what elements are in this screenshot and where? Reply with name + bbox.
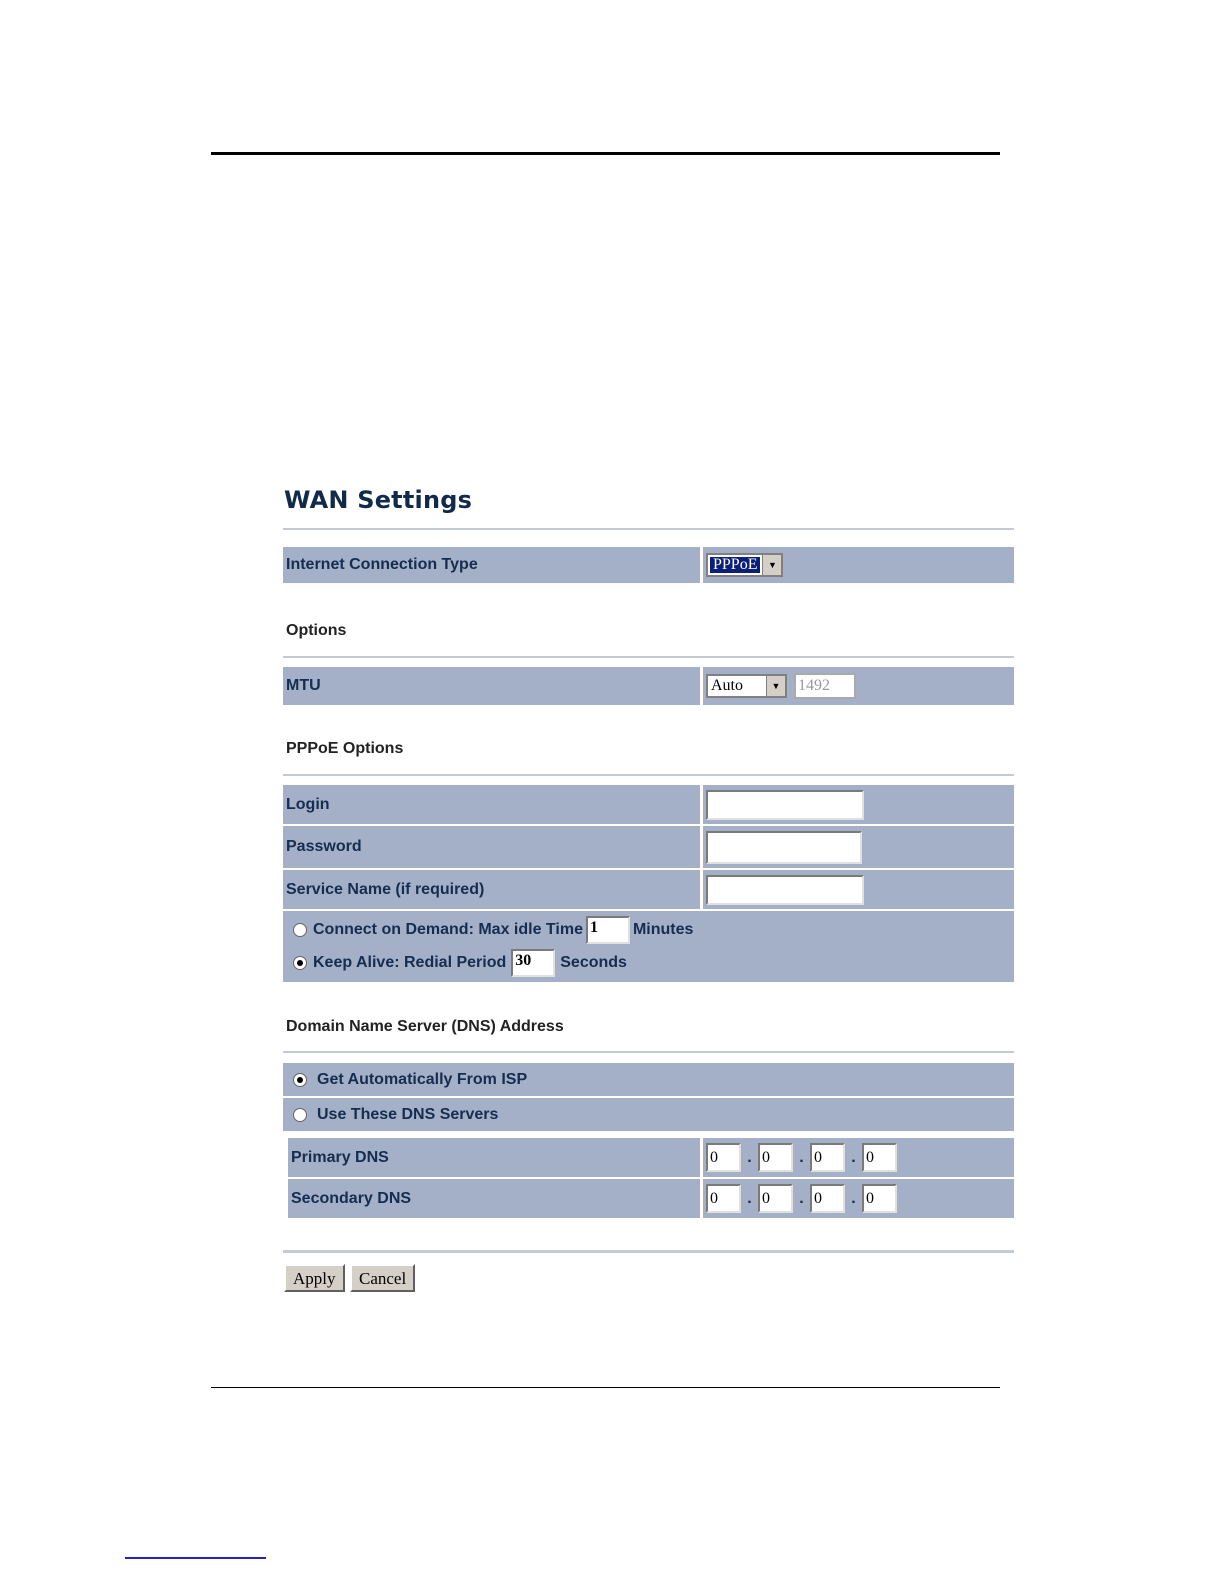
service-name-input[interactable] bbox=[706, 875, 864, 905]
mtu-row bbox=[283, 667, 1014, 705]
primary-dns-octet-2[interactable]: 0 bbox=[758, 1143, 793, 1172]
connection-type-label: Internet Connection Type bbox=[283, 547, 703, 583]
dns-divider bbox=[283, 1051, 1014, 1053]
primary-dns-fields: 0 . 0 . 0 . 0 bbox=[703, 1138, 1014, 1177]
page-title: WAN Settings bbox=[284, 486, 473, 514]
primary-dns-octet-3[interactable]: 0 bbox=[810, 1143, 845, 1172]
options-heading: Options bbox=[286, 622, 347, 639]
dns-auto-label: Get Automatically From ISP bbox=[317, 1070, 528, 1088]
mtu-mode-value: Auto bbox=[711, 677, 743, 694]
title-divider bbox=[283, 528, 1014, 530]
chevron-down-icon[interactable]: ▼ bbox=[766, 676, 785, 696]
service-name-row bbox=[283, 870, 1014, 909]
dns-auto-row bbox=[283, 1063, 1014, 1096]
apply-button[interactable]: Apply bbox=[284, 1264, 345, 1292]
dns-manual-label: Use These DNS Servers bbox=[317, 1105, 499, 1123]
password-row bbox=[283, 826, 1014, 868]
secondary-dns-octet-4[interactable]: 0 bbox=[862, 1184, 897, 1213]
dns-auto-radio[interactable] bbox=[293, 1073, 307, 1087]
primary-dns-row bbox=[288, 1138, 1014, 1177]
secondary-dns-fields: 0 . 0 . 0 . 0 bbox=[703, 1179, 1014, 1218]
connect-on-demand-option bbox=[293, 916, 1014, 944]
footer-divider bbox=[283, 1250, 1014, 1253]
connection-type-row bbox=[283, 547, 1014, 583]
login-label: Login bbox=[283, 785, 703, 824]
chevron-down-icon[interactable]: ▼ bbox=[762, 555, 781, 575]
keep-alive-radio[interactable] bbox=[293, 956, 307, 970]
login-input[interactable] bbox=[706, 790, 864, 820]
connect-on-demand-radio[interactable] bbox=[293, 923, 307, 937]
page-bottom-rule bbox=[211, 1387, 1000, 1388]
keep-alive-label: Keep Alive: Redial Period bbox=[313, 954, 507, 971]
mtu-value-field[interactable]: 1492 bbox=[794, 673, 856, 699]
connection-type-value: PPPoE bbox=[710, 557, 760, 573]
primary-dns-octet-1[interactable]: 0 bbox=[706, 1143, 741, 1172]
pppoe-options-heading: PPPoE Options bbox=[286, 740, 404, 757]
connection-type-select[interactable] bbox=[706, 553, 783, 577]
dns-heading: Domain Name Server (DNS) Address bbox=[286, 1018, 564, 1035]
max-idle-unit: Minutes bbox=[632, 921, 694, 938]
footer-link-underline bbox=[125, 1557, 266, 1559]
options-divider bbox=[283, 656, 1014, 658]
redial-period-unit: Seconds bbox=[560, 954, 627, 971]
secondary-dns-label: Secondary DNS bbox=[288, 1179, 703, 1218]
service-name-label: Service Name (if required) bbox=[283, 870, 703, 909]
connect-on-demand-label: Connect on Demand: Max idle Time bbox=[313, 921, 583, 938]
secondary-dns-octet-3[interactable]: 0 bbox=[810, 1184, 845, 1213]
keep-alive-option bbox=[293, 949, 1014, 977]
secondary-dns-octet-2[interactable]: 0 bbox=[758, 1184, 793, 1213]
pppoe-divider bbox=[283, 774, 1014, 776]
login-row bbox=[283, 785, 1014, 824]
password-label: Password bbox=[283, 826, 703, 868]
secondary-dns-octet-1[interactable]: 0 bbox=[706, 1184, 741, 1213]
password-input[interactable] bbox=[706, 831, 862, 864]
cancel-button[interactable]: Cancel bbox=[350, 1264, 415, 1292]
page-top-rule bbox=[211, 152, 1000, 155]
dns-manual-row bbox=[283, 1098, 1014, 1131]
dns-auto-option bbox=[293, 1063, 527, 1096]
mtu-mode-select[interactable] bbox=[706, 674, 787, 698]
dns-manual-option bbox=[293, 1098, 498, 1131]
mtu-label: MTU bbox=[283, 667, 703, 705]
redial-period-input[interactable]: 30 bbox=[511, 949, 555, 977]
dns-manual-radio[interactable] bbox=[293, 1108, 307, 1122]
max-idle-time-input[interactable]: 1 bbox=[586, 916, 630, 944]
primary-dns-label: Primary DNS bbox=[288, 1138, 703, 1177]
primary-dns-octet-4[interactable]: 0 bbox=[862, 1143, 897, 1172]
secondary-dns-row bbox=[288, 1179, 1014, 1218]
connection-mode-row bbox=[283, 911, 1014, 982]
